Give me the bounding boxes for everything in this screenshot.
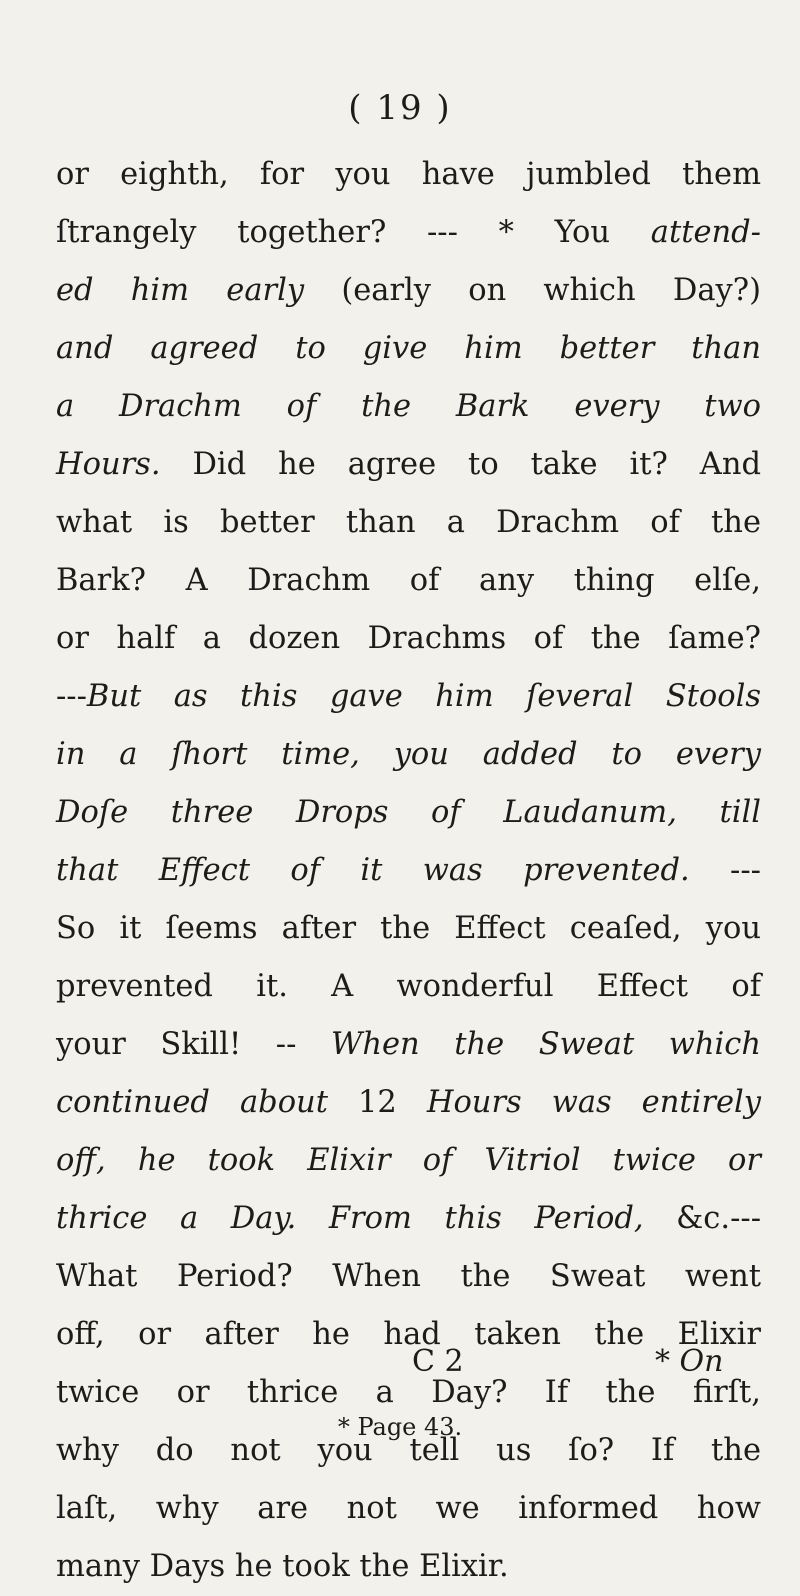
text-line: that Effect of it was prevented. --- bbox=[56, 853, 761, 888]
text-line: or eighth, for you have jumbled them bbox=[56, 157, 761, 192]
text-line: off, or after he had taken the Elixir bbox=[56, 1317, 761, 1352]
text-line: So it ſeems after the Effect ceaſed, you bbox=[56, 911, 761, 946]
text-line: what is better than a Drachm of the bbox=[56, 505, 761, 540]
text-line: why do not you tell us ſo? If the bbox=[56, 1433, 761, 1468]
text-line: ---But as this gave him ſeveral Stools bbox=[56, 679, 761, 714]
text-line: twice or thrice a Day? If the firſt, bbox=[56, 1375, 761, 1410]
text-line: many Days he took the Elixir. bbox=[56, 1549, 509, 1584]
text-line: laſt, why are not we informed how bbox=[56, 1491, 761, 1526]
text-line: a Drachm of the Bark every two bbox=[56, 389, 761, 424]
text-line: and agreed to give him better than bbox=[56, 331, 761, 366]
text-line: Hours. Did he agree to take it? And bbox=[56, 447, 761, 482]
catchline bbox=[0, 1344, 800, 1394]
text-line: prevented it. A wonderful Effect of bbox=[56, 969, 761, 1004]
text-line: ed him early (early on which Day?) bbox=[56, 273, 761, 308]
text-line: What Period? When the Sweat went bbox=[56, 1259, 761, 1294]
text-line: or half a dozen Drachms of the ſame? bbox=[56, 621, 761, 656]
catchword: * On bbox=[655, 1344, 724, 1379]
text-line: continued about 12 Hours was entirely bbox=[56, 1085, 762, 1120]
page-number: ( 19 ) bbox=[348, 88, 452, 128]
text-line: Doſe three Drops of Laudanum, till bbox=[56, 795, 761, 830]
signature-mark: C 2 bbox=[412, 1344, 464, 1379]
text-line: in a ſhort time, you added to every bbox=[56, 737, 761, 772]
text-line: Bark? A Drachm of any thing elſe, bbox=[56, 563, 761, 598]
footnote: * Page 43. bbox=[337, 1413, 463, 1441]
text-line: your Skill! -- When the Sweat which bbox=[56, 1027, 761, 1062]
text-line: off, he took Elixir of Vitriol twice or bbox=[56, 1143, 761, 1178]
text-line: thrice a Day. From this Period, &c.--- bbox=[56, 1201, 761, 1236]
text-line: ſtrangely together? --- * You attend- bbox=[56, 215, 761, 250]
